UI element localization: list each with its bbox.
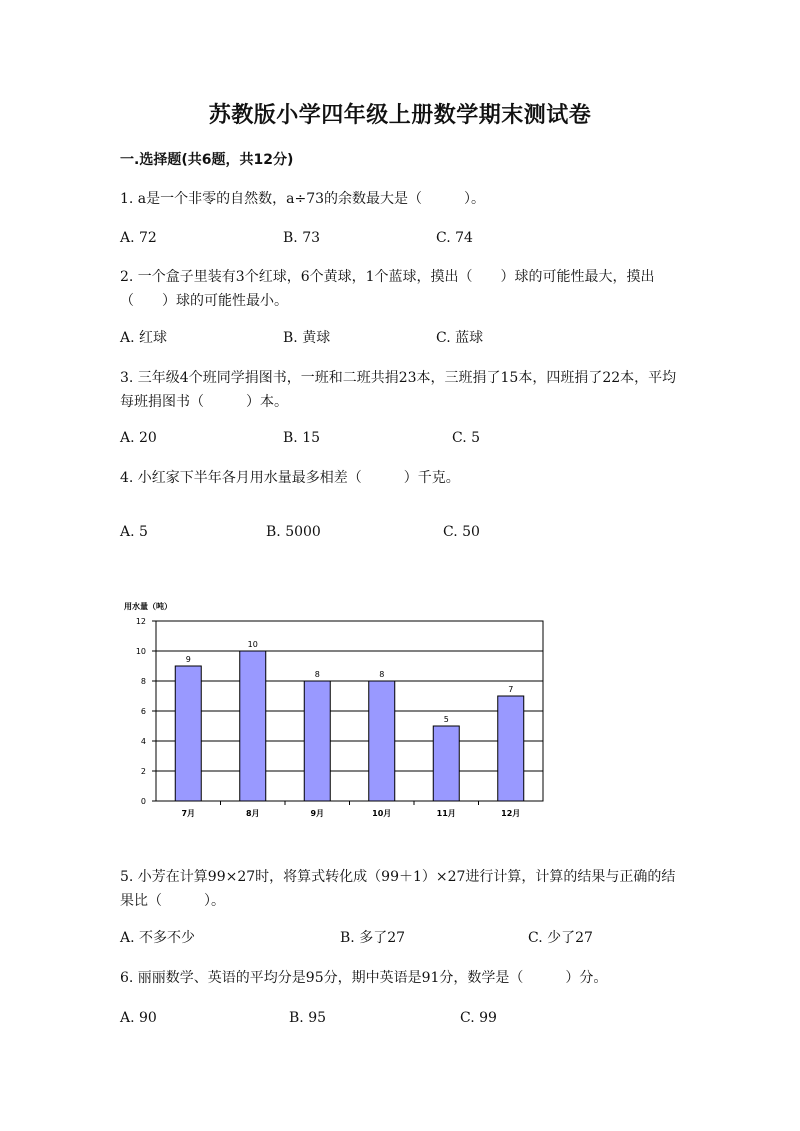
y-tick-label: 2 (140, 767, 146, 776)
q6-option-a[interactable]: A. 90 (120, 1010, 157, 1026)
q4-option-a[interactable]: A. 5 (120, 524, 148, 540)
q3-option-c[interactable]: C. 5 (452, 430, 481, 446)
q5-option-b[interactable]: B. 多了27 (340, 930, 406, 946)
y-tick-label: 12 (135, 617, 146, 626)
x-tick-label: 7月 (181, 809, 196, 818)
y-tick-label: 4 (140, 737, 146, 746)
q3-option-a[interactable]: A. 20 (120, 430, 157, 446)
question-2: 2. 一个盒子里装有3个红球，6个黄球，1个蓝球，摸出（ ）球的可能性最大，摸出（ ）球的可能性最小。 (120, 269, 655, 309)
q2-option-b[interactable]: B. 黄球 (283, 330, 331, 346)
question-1: 1. a是一个非零的自然数，a÷73的余数最大是（ ）。 (120, 191, 486, 207)
q2-option-a[interactable]: A. 红球 (120, 330, 168, 346)
question-6: 6. 丽丽数学、英语的平均分是95分，期中英语是91分，数学是（ ）分。 (120, 970, 608, 986)
q1-option-c[interactable]: C. 74 (436, 230, 473, 246)
q4-option-b[interactable]: B. 5000 (266, 524, 321, 540)
y-tick-label: 0 (140, 797, 146, 806)
page-title: 苏教版小学四年级上册数学期末测试卷 (208, 103, 592, 128)
section-heading: 一.选择题(共6题，共12分) (120, 152, 294, 168)
question-5: 5. 小芳在计算99×27时，将算式转化成（99＋1）×27进行计算，计算的结果与正确的结果比（ ）。 (120, 869, 676, 909)
y-tick-label: 10 (135, 647, 146, 656)
bar-6 (498, 696, 524, 801)
water-usage-chart (118, 598, 558, 826)
x-tick-label: 8月 (245, 809, 260, 818)
bar-1 (175, 666, 201, 801)
q1-option-b[interactable]: B. 73 (283, 230, 321, 246)
q3-option-b[interactable]: B. 15 (283, 430, 321, 446)
x-tick-label: 11月 (436, 809, 456, 818)
bar-4 (369, 681, 395, 801)
bar-3 (304, 681, 330, 801)
q2-option-c[interactable]: C. 蓝球 (436, 330, 484, 346)
bar-value-label: 8 (379, 670, 385, 679)
bar-value-label: 9 (185, 655, 191, 664)
bar-value-label: 5 (443, 715, 449, 724)
question-3: 3. 三年级4个班同学捐图书，一班和二班共捐23本，三班捐了15本，四班捐了22本，平均每班捐图书（ ）本。 (120, 370, 677, 410)
q6-option-c[interactable]: C. 99 (460, 1010, 497, 1026)
bar-value-label: 8 (314, 670, 320, 679)
x-tick-label: 12月 (501, 809, 521, 818)
bar-5 (433, 726, 459, 801)
y-tick-label: 8 (140, 677, 146, 686)
x-tick-label: 10月 (372, 809, 392, 818)
x-tick-label: 9月 (310, 809, 325, 818)
question-4: 4. 小红家下半年各月用水量最多相差（ ）千克。 (120, 470, 460, 486)
q1-option-a[interactable]: A. 72 (120, 230, 157, 246)
bar-value-label: 7 (508, 685, 514, 694)
bar-value-label: 10 (247, 640, 258, 649)
bar-2 (240, 651, 266, 801)
chart-title: 用水量（吨） (124, 602, 172, 611)
q4-option-c[interactable]: C. 50 (443, 524, 480, 540)
q5-option-a[interactable]: A. 不多不少 (120, 930, 196, 946)
y-tick-label: 6 (140, 707, 146, 716)
q6-option-b[interactable]: B. 95 (289, 1010, 327, 1026)
q5-option-c[interactable]: C. 少了27 (528, 930, 593, 946)
